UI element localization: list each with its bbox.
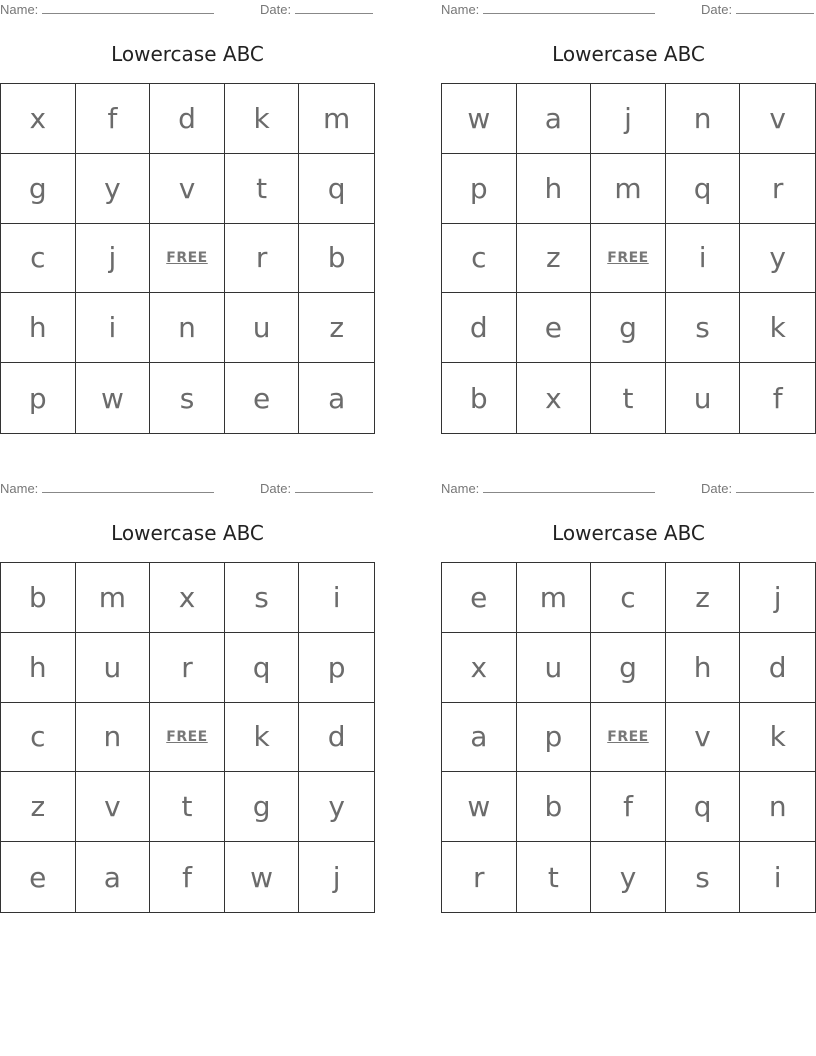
bingo-cell: n — [76, 703, 151, 773]
bingo-cell: k — [740, 293, 815, 363]
bingo-cell: d — [150, 84, 225, 154]
date-line — [295, 481, 373, 493]
date-field — [260, 481, 373, 496]
bingo-cell: a — [517, 84, 592, 154]
bingo-cell: x — [150, 563, 225, 633]
name-label: Name: — [441, 2, 480, 17]
bingo-cell: e — [442, 563, 517, 633]
bingo-cell: j — [740, 563, 815, 633]
bingo-cell: s — [150, 363, 225, 433]
bingo-cell: z — [1, 772, 76, 842]
bingo-cell: i — [666, 224, 741, 294]
bingo-cell: d — [299, 703, 374, 773]
bingo-cell: q — [299, 154, 374, 224]
bingo-cell: k — [225, 703, 300, 773]
name-field — [441, 2, 655, 17]
bingo-cell: d — [740, 633, 815, 703]
name-line — [483, 481, 655, 493]
card-title: Lowercase ABC — [552, 42, 705, 66]
bingo-cell: s — [666, 842, 741, 912]
bingo-cell: p — [299, 633, 374, 703]
bingo-cell: x — [442, 633, 517, 703]
bingo-cell: j — [591, 84, 666, 154]
bingo-cell: g — [591, 633, 666, 703]
bingo-cell: c — [1, 224, 76, 294]
bingo-cell: m — [591, 154, 666, 224]
bingo-cell: g — [1, 154, 76, 224]
bingo-cell: b — [1, 563, 76, 633]
card-title: Lowercase ABC — [552, 521, 705, 545]
bingo-cell: i — [299, 563, 374, 633]
bingo-cell: s — [666, 293, 741, 363]
name-line — [42, 2, 214, 14]
name-field — [0, 2, 214, 17]
bingo-cell: n — [740, 772, 815, 842]
date-label: Date: — [260, 2, 292, 17]
bingo-cell: b — [442, 363, 517, 433]
bingo-cell: h — [1, 633, 76, 703]
bingo-card — [441, 479, 816, 913]
name-line — [42, 481, 214, 493]
free-space: FREE — [150, 224, 225, 294]
card-title: Lowercase ABC — [111, 42, 264, 66]
bingo-cell: w — [442, 84, 517, 154]
bingo-cell: z — [517, 224, 592, 294]
date-label: Date: — [701, 481, 733, 496]
bingo-cell: a — [328, 381, 346, 415]
bingo-cell: x — [1, 84, 76, 154]
name-field — [0, 481, 214, 496]
bingo-cell: u — [517, 633, 592, 703]
bingo-cell: n — [150, 293, 225, 363]
bingo-cell: h — [666, 633, 741, 703]
bingo-cell: v — [76, 772, 151, 842]
bingo-cell: h — [1, 293, 76, 363]
bingo-cell: a — [442, 703, 517, 773]
bingo-card — [0, 479, 375, 913]
bingo-cell: x — [517, 363, 592, 433]
bingo-cell: j — [76, 224, 151, 294]
bingo-cell: q — [225, 633, 300, 703]
bingo-cell: p — [442, 154, 517, 224]
bingo-grid — [441, 83, 816, 434]
bingo-cell: v — [666, 703, 741, 773]
bingo-cell: a — [76, 842, 151, 912]
bingo-cell: z — [666, 563, 741, 633]
bingo-cell: m — [517, 563, 592, 633]
bingo-cell: f — [150, 842, 225, 912]
bingo-cell: u — [666, 363, 741, 433]
bingo-cell: v — [150, 154, 225, 224]
bingo-cell: i — [76, 293, 151, 363]
bingo-cell: q — [666, 772, 741, 842]
bingo-cell: n — [666, 84, 741, 154]
card-header — [441, 479, 816, 499]
bingo-card — [441, 0, 816, 434]
card-title: Lowercase ABC — [111, 521, 264, 545]
bingo-cell: m — [299, 84, 374, 154]
bingo-cell: d — [442, 293, 517, 363]
name-label: Name: — [0, 2, 39, 17]
bingo-cell: r — [740, 154, 815, 224]
bingo-cell: y — [740, 224, 815, 294]
bingo-cell: w — [225, 842, 300, 912]
bingo-cell: y — [591, 842, 666, 912]
bingo-cell: p — [1, 363, 76, 433]
bingo-cell: j — [332, 860, 341, 894]
name-field — [441, 481, 655, 496]
name-label: Name: — [441, 481, 480, 496]
bingo-cell: b — [299, 224, 374, 294]
date-line — [295, 2, 373, 14]
bingo-cell: w — [76, 363, 151, 433]
bingo-cell: s — [225, 563, 300, 633]
bingo-grid — [441, 562, 816, 913]
bingo-cell: m — [76, 563, 151, 633]
bingo-cell: k — [740, 703, 815, 773]
bingo-cell: t — [150, 772, 225, 842]
bingo-cell: y — [76, 154, 151, 224]
card-header — [441, 0, 816, 20]
date-label: Date: — [260, 481, 292, 496]
free-space: FREE — [591, 224, 666, 294]
bingo-cell: t — [591, 363, 666, 433]
bingo-cell: p — [517, 703, 592, 773]
bingo-cell: r — [150, 633, 225, 703]
bingo-cell: f — [76, 84, 151, 154]
bingo-cell: h — [517, 154, 592, 224]
card-header — [0, 479, 375, 499]
date-line — [736, 481, 814, 493]
bingo-cell: r — [225, 224, 300, 294]
name-label: Name: — [0, 481, 39, 496]
bingo-cell: e — [517, 293, 592, 363]
bingo-card — [0, 0, 375, 434]
bingo-cell: t — [225, 154, 300, 224]
bingo-cell: v — [740, 84, 815, 154]
bingo-cell: u — [225, 293, 300, 363]
free-space: FREE — [591, 703, 666, 773]
bingo-cell: z — [299, 293, 374, 363]
bingo-cell: y — [299, 772, 374, 842]
date-field — [260, 2, 373, 17]
bingo-cell: c — [1, 703, 76, 773]
card-header — [0, 0, 375, 20]
bingo-cell: e — [225, 363, 300, 433]
bingo-cell: g — [591, 293, 666, 363]
date-field — [701, 481, 814, 496]
bingo-cell: i — [773, 860, 782, 894]
date-label: Date: — [701, 2, 733, 17]
bingo-cell: r — [442, 842, 517, 912]
bingo-cell: k — [225, 84, 300, 154]
bingo-cell: b — [517, 772, 592, 842]
bingo-cell: c — [591, 563, 666, 633]
bingo-cell: e — [1, 842, 76, 912]
date-line — [736, 2, 814, 14]
bingo-cell: g — [225, 772, 300, 842]
bingo-grid — [0, 83, 375, 434]
bingo-cell: f — [591, 772, 666, 842]
bingo-cell: u — [76, 633, 151, 703]
bingo-cell: q — [666, 154, 741, 224]
bingo-cell: w — [442, 772, 517, 842]
name-line — [483, 2, 655, 14]
bingo-cell: t — [517, 842, 592, 912]
date-field — [701, 2, 814, 17]
bingo-cell: f — [772, 381, 783, 415]
bingo-cell: c — [442, 224, 517, 294]
bingo-grid — [0, 562, 375, 913]
free-space: FREE — [150, 703, 225, 773]
